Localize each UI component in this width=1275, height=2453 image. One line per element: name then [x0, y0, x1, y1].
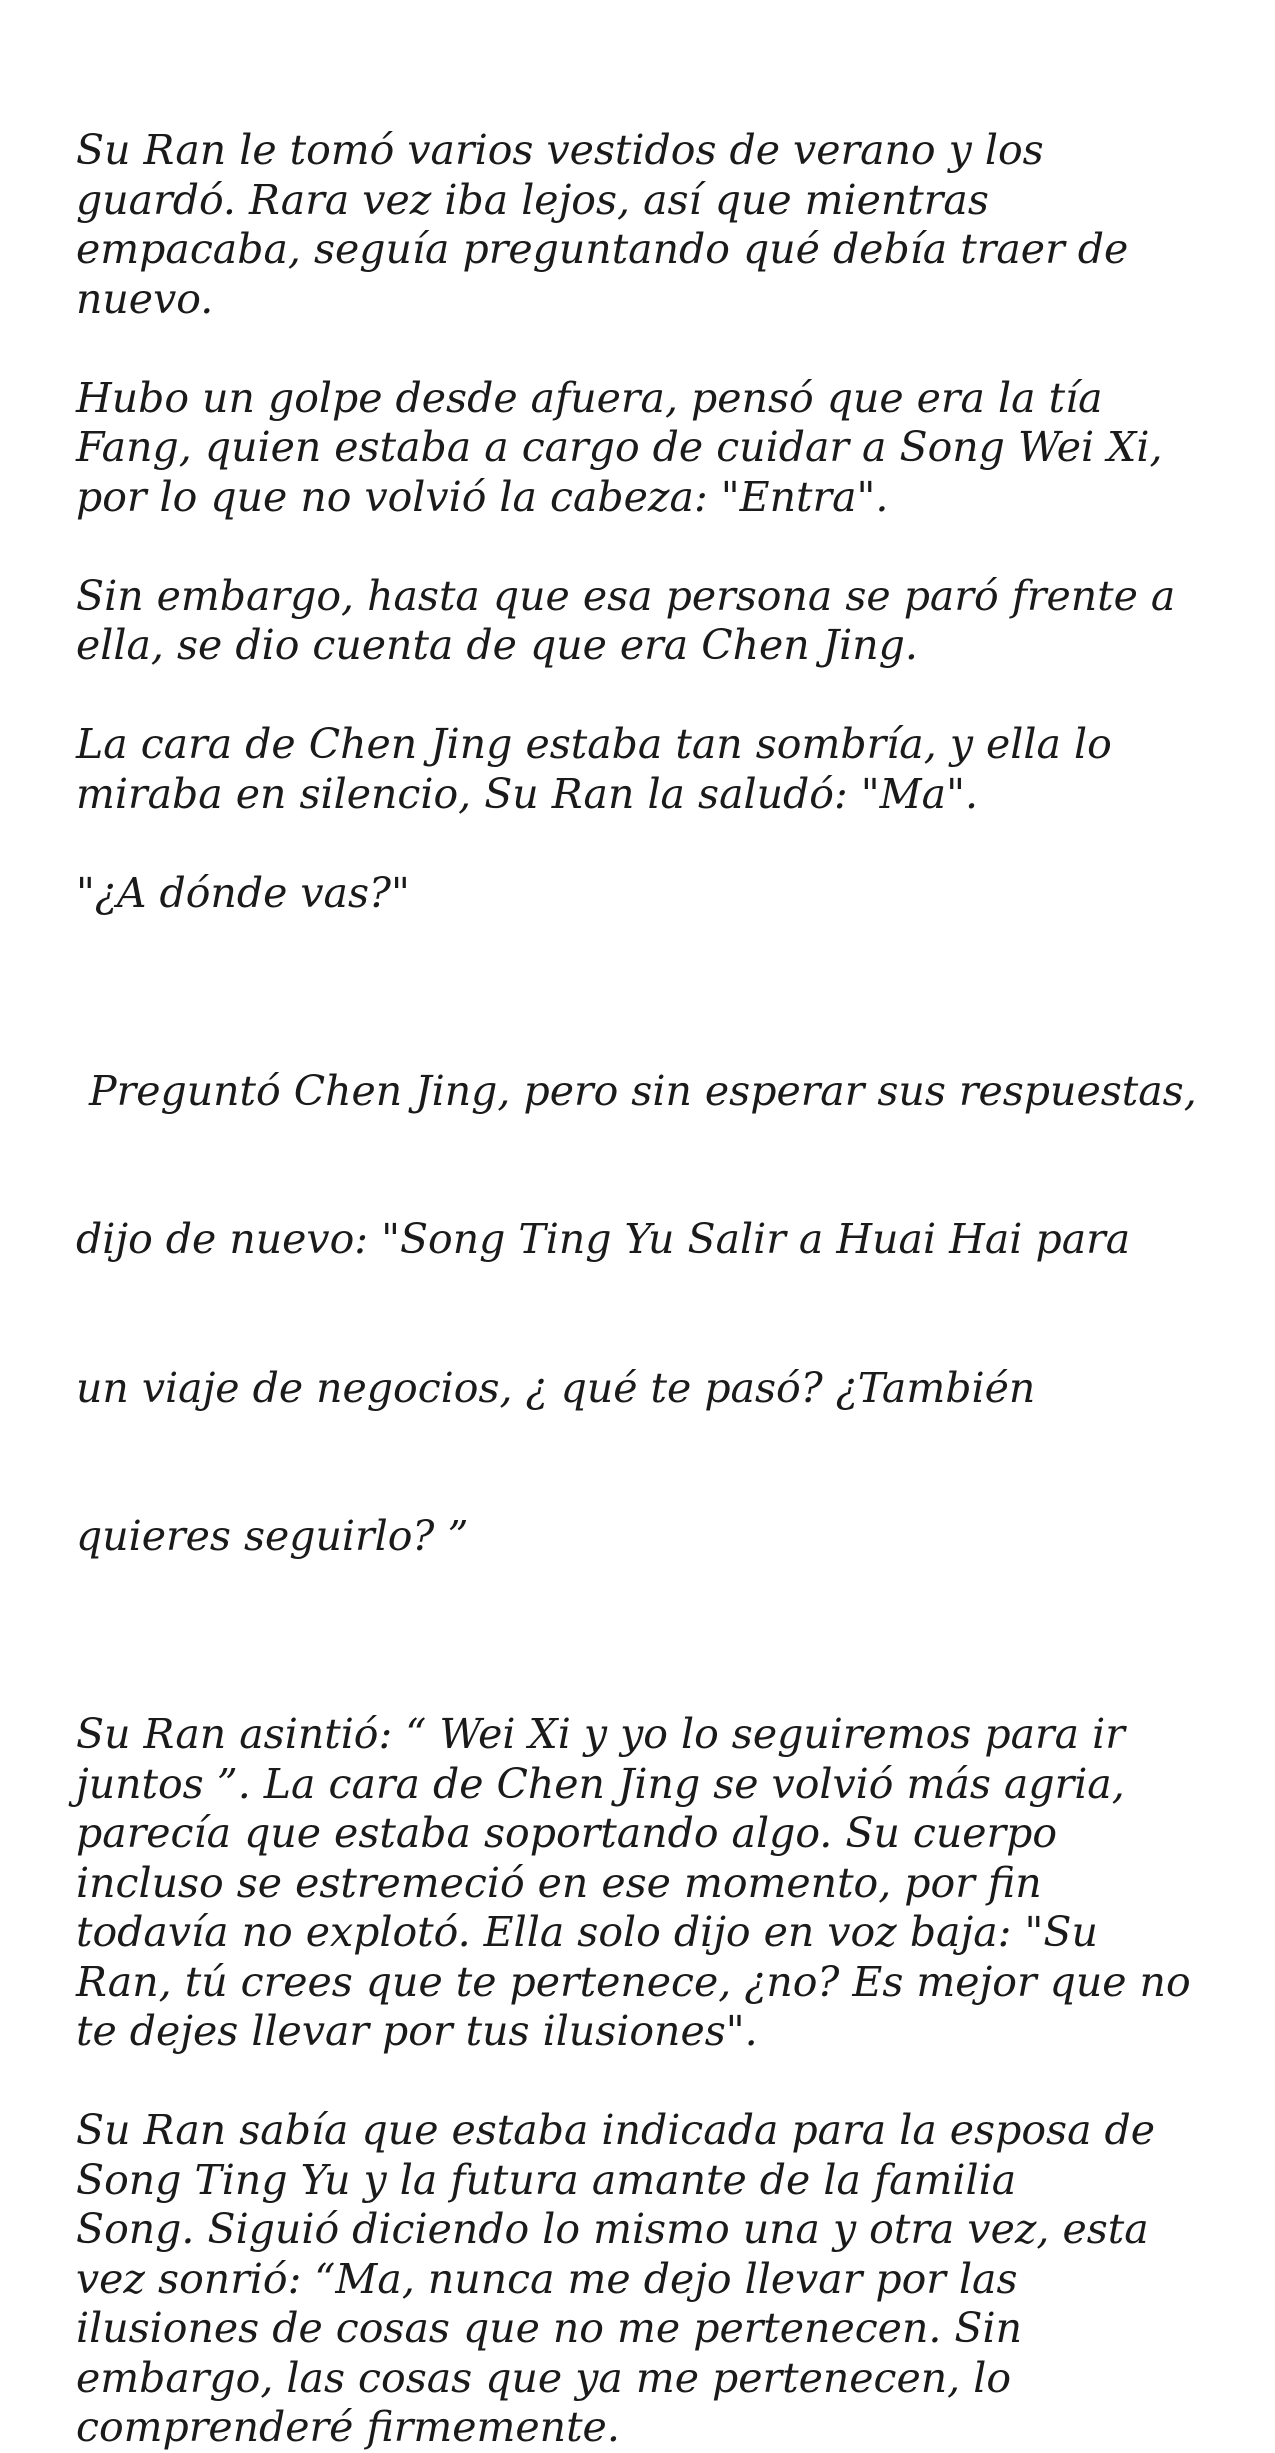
text-line: miraba en silencio, Su Ran la saludó: "Ma".: [76, 769, 978, 818]
text-line: todavía no explotó. Ella solo dijo en voz baja: "Su: [76, 1908, 1098, 1956]
text-line: "¿A dónde vas?": [76, 868, 410, 917]
text-line: Sin embargo, hasta que esa persona se paró frente a: [76, 571, 1176, 620]
text-line: Song. Siguió diciendo lo mismo una y otra vez, esta: [76, 2205, 1149, 2253]
text-line: quieres seguirlo? ”: [76, 1512, 469, 1560]
text-line: guardó. Rara vez iba lejos, así que mientras: [76, 175, 989, 224]
paragraph-5: [76, 869, 1215, 919]
paragraph-6: [76, 968, 1215, 1661]
text-line: un viaje de negocios, ¿ qué te pasó? ¿También: [76, 1363, 1036, 1412]
text-line: Su Ran asintió: “ Wei Xi y yo lo seguiremos para ir: [76, 1710, 1125, 1758]
text-line: embargo, las cosas que ya me pertenecen, lo: [76, 2353, 1012, 2402]
paragraph-1: [76, 126, 1215, 324]
text-line: nuevo.: [76, 274, 214, 323]
text-line: empacaba, seguía preguntando qué debía traer de: [76, 225, 1129, 273]
text-line: La cara de Chen Jing estaba tan sombría, y ella lo: [76, 720, 1112, 768]
paragraph-4: [76, 720, 1215, 819]
paragraph-8: [76, 2106, 1215, 2453]
text-line: ella, se dio cuenta de que era Chen Jing.: [76, 621, 918, 669]
text-line: comprenderé firmemente.: [76, 2403, 620, 2451]
text-line: Hubo un golpe desde afuera, pensó que era la tía: [76, 373, 1103, 422]
text-line: por lo que no volvió la cabeza: "Entra".: [76, 472, 889, 521]
text-line: ilusiones de cosas que no me pertenecen. Sin: [76, 2304, 1023, 2352]
text-line: Ran, tú crees que te pertenece, ¿no? Es mejor que no: [76, 1957, 1191, 2006]
text-line: vez sonrió: “Ma, nunca me dejo llevar por las: [76, 2254, 1018, 2303]
text-line: Su Ran le tomó varios vestidos de verano y los: [76, 126, 1044, 174]
paragraph-7: [76, 1710, 1215, 2057]
text-line: te dejes llevar por tus ilusiones".: [76, 2007, 758, 2055]
text-line: Song Ting Yu y la futura amante de la familia: [76, 2155, 1017, 2204]
text-line: Su Ran sabía que estaba indicada para la esposa de: [76, 2106, 1156, 2154]
text-line: incluso se estremeció en ese momento, por fin: [76, 1858, 1042, 1907]
text-line: dijo de nuevo: "Song Ting Yu Salir a Huai Hai para: [76, 1215, 1131, 1263]
text-line: Fang, quien estaba a cargo de cuidar a Song Wei Xi,: [76, 423, 1163, 471]
text-line: juntos ”. La cara de Chen Jing se volvió más agria,: [76, 1759, 1125, 1808]
paragraph-2: [76, 374, 1215, 523]
text-line: parecía que estaba soportando algo. Su cuerpo: [76, 1809, 1058, 1857]
paragraph-3: [76, 572, 1215, 671]
text-line: Preguntó Chen Jing, pero sin esperar sus respuestas,: [76, 1066, 1197, 1115]
